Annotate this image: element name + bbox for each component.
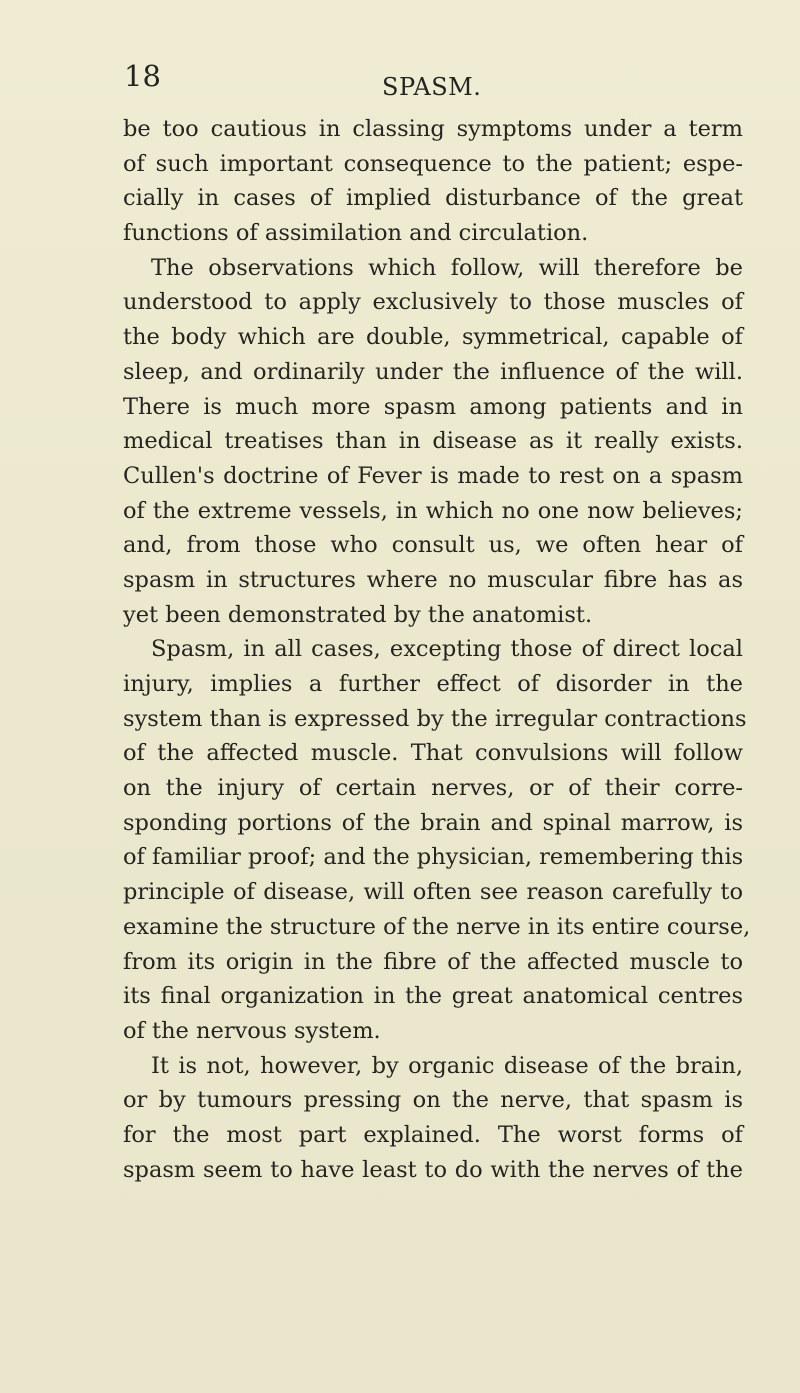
text-line: spasm in structures where no muscular fibre has as xyxy=(123,566,743,593)
text-line: cially in cases of implied disturbance of the great xyxy=(123,185,743,212)
text-line: There is much more spasm among patients and in xyxy=(123,393,743,420)
text-line: functions of assimilation and circulation. xyxy=(123,220,589,247)
text-line: of familiar proof; and the physician, remembering this xyxy=(123,844,744,871)
text-line: from its origin in the fibre of the affected muscle to xyxy=(123,948,743,975)
text-line: yet been demonstrated by the anatomist. xyxy=(123,601,593,628)
text-line: its final organization in the great anatomical centres xyxy=(123,983,743,1010)
text-line: on the injury of certain nerves, or of their corre- xyxy=(123,775,743,802)
text-line: of such important consequence to the patient; espe- xyxy=(123,150,743,177)
text-line: the body which are double, symmetrical, capable of xyxy=(123,324,743,351)
text-line: The observations which follow, will therefore be xyxy=(151,254,743,281)
text-line: of the extreme vessels, in which no one now believes; xyxy=(123,497,743,524)
page-number: 18 xyxy=(124,59,161,93)
text-line: sleep, and ordinarily under the influence of the will. xyxy=(123,358,743,385)
text-line: examine the structure of the nerve in its entire course, xyxy=(123,913,751,940)
text-line: injury, implies a further effect of disorder in the xyxy=(123,671,743,697)
text-line: for the most part explained. The worst forms of xyxy=(123,1121,743,1148)
text-line: medical treatises than in disease as it really exists. xyxy=(123,428,743,455)
text-line: sponding portions of the brain and spinal marrow, is xyxy=(123,809,743,836)
text-line: Cullen's doctrine of Fever is made to rest on a spasm xyxy=(123,462,743,489)
text-line: understood to apply exclusively to those muscles of xyxy=(123,289,743,316)
text-line: of the affected muscle. That convulsions will follow xyxy=(123,740,743,767)
text-line: be too cautious in classing symptoms under a term xyxy=(123,116,743,142)
text-line: principle of disease, will often see reason carefully to xyxy=(123,879,743,906)
text-line: of the nervous system. xyxy=(123,1017,381,1044)
text-line: system than is expressed by the irregular contractions xyxy=(123,705,747,732)
text-line: or by tumours pressing on the nerve, that spasm is xyxy=(123,1087,743,1114)
text-line: It is not, however, by organic disease of the brain, xyxy=(151,1052,743,1079)
text-line: and, from those who consult us, we often hear of xyxy=(123,532,743,559)
body-text xyxy=(123,112,751,1187)
running-title: SPASM. xyxy=(382,73,482,101)
text-line: spasm seem to have least to do with the nerves of the xyxy=(123,1156,743,1183)
text-line: Spasm, in all cases, excepting those of direct local xyxy=(151,636,743,663)
